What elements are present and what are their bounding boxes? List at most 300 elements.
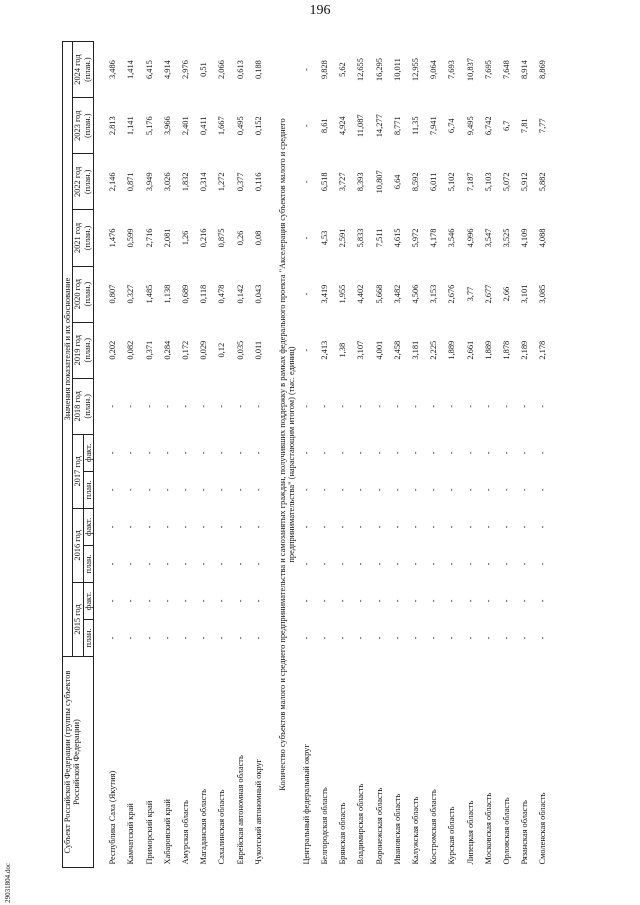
value-cell: 1,889: [483, 340, 493, 360]
region-name: Калужская область: [411, 796, 421, 865]
table-row: [502, 42, 520, 868]
value-cell: 0,371: [144, 340, 154, 360]
value-cell: -: [538, 636, 548, 640]
value-cell: 0,689: [180, 284, 190, 304]
value-cell: 2,458: [392, 340, 402, 360]
value-cell: 9,828: [320, 60, 330, 80]
region-name: Воронежская область: [374, 787, 384, 865]
value-cell: -: [411, 525, 421, 529]
value-cell: 0,116: [253, 172, 263, 192]
value-cell: -: [199, 404, 209, 408]
value-cell: 2,677: [483, 284, 493, 304]
plan-subheader: план.: [83, 545, 93, 582]
value-cell: 0,327: [126, 284, 136, 304]
plan-subheader: план.: [83, 471, 93, 508]
value-cell: -: [338, 562, 348, 566]
value-cell: 8,771: [392, 116, 402, 136]
value-cell: -: [483, 599, 493, 603]
region-name: Орловская область: [501, 797, 511, 865]
value-cell: -: [411, 451, 421, 455]
value-cell: -: [217, 636, 227, 640]
value-cell: 5,176: [144, 116, 154, 136]
value-cell: -: [429, 562, 439, 566]
value-cell: -: [447, 599, 457, 603]
value-cell: 1,485: [144, 284, 154, 304]
value-cell: 3,107: [356, 340, 366, 360]
value-cell: 2,813: [108, 116, 118, 136]
region-name: Амурская область: [180, 800, 190, 865]
table-row: [181, 42, 199, 868]
value-cell: -: [320, 488, 330, 492]
value-cell: 5,102: [447, 172, 457, 192]
value-cell: -: [392, 562, 402, 566]
value-cell: -: [144, 636, 154, 640]
value-cell: -: [199, 488, 209, 492]
value-cell: -: [217, 562, 227, 566]
value-cell: -: [411, 636, 421, 640]
region-name: Магаданская область: [199, 789, 209, 865]
value-cell: -: [429, 599, 439, 603]
region-name: Ивановская область: [392, 793, 402, 865]
region-name: Приморский край: [144, 800, 154, 865]
value-cell: 10,837: [465, 58, 475, 82]
value-cell: 1,832: [180, 172, 190, 192]
value-cell: 0,478: [217, 284, 227, 304]
value-cell: -: [162, 562, 172, 566]
value-cell: 3,153: [429, 284, 439, 304]
value-cell: 0,011: [253, 340, 263, 360]
region-name: Чукотский автономный округ: [253, 758, 263, 865]
table-row: [411, 42, 429, 868]
value-cell: -: [356, 525, 366, 529]
value-cell: 0,377: [235, 172, 245, 192]
value-cell: -: [126, 488, 136, 492]
value-cell: 10,011: [392, 58, 402, 81]
value-cell: 4,178: [429, 228, 439, 248]
value-cell: 3,547: [483, 228, 493, 248]
table-row: [236, 42, 254, 868]
plan-2021-header: 2021 год (план.): [73, 210, 94, 266]
value-cell: 4,109: [520, 228, 530, 248]
value-cell: -: [235, 636, 245, 640]
value-cell: 3,181: [411, 340, 421, 360]
table-header: [63, 42, 94, 868]
value-cell: 0,12: [217, 342, 227, 358]
region-name: Камчатский край: [126, 803, 136, 865]
value-cell: -: [320, 636, 330, 640]
value-cell: 1,138: [162, 284, 172, 304]
value-cell: 7,648: [501, 60, 511, 80]
region-name: Еврейская автономная область: [235, 755, 245, 865]
region-name: Липецкая область: [465, 800, 475, 865]
fact-subheader: факт.: [83, 508, 93, 545]
value-cell: 2,413: [320, 340, 330, 360]
region-name: Курская область: [447, 806, 457, 865]
value-cell: -: [538, 599, 548, 603]
value-cell: 6,64: [392, 174, 402, 190]
table-row: [217, 42, 235, 868]
table-row: [520, 42, 538, 868]
table-row: [375, 42, 393, 868]
value-cell: 3,525: [501, 228, 511, 248]
fact-subheader: факт.: [83, 434, 93, 471]
value-cell: -: [520, 636, 530, 640]
table-row: [254, 42, 272, 868]
value-cell: -: [320, 599, 330, 603]
value-cell: -: [162, 488, 172, 492]
value-cell: -: [301, 636, 311, 640]
value-cell: -: [301, 68, 311, 71]
value-cell: 4,402: [356, 284, 366, 304]
value-cell: -: [465, 636, 475, 640]
value-cell: 0,118: [199, 284, 209, 304]
value-cell: 10,807: [374, 170, 384, 194]
value-cell: 2,225: [429, 340, 439, 360]
value-cell: 0,807: [108, 284, 118, 304]
value-cell: -: [447, 451, 457, 455]
value-cell: 6,415: [144, 60, 154, 80]
value-cell: -: [411, 562, 421, 566]
plan-2023-header: 2023 год (план.): [73, 98, 94, 154]
value-cell: 6,011: [429, 172, 439, 192]
value-cell: -: [501, 451, 511, 455]
value-cell: 2,661: [465, 340, 475, 360]
value-cell: -: [217, 451, 227, 455]
value-cell: -: [465, 562, 475, 566]
value-cell: -: [301, 599, 311, 603]
region-name: Сахалинская область: [217, 789, 227, 865]
value-cell: 9,064: [429, 60, 439, 80]
value-cell: -: [338, 488, 348, 492]
value-cell: 1,955: [338, 284, 348, 304]
value-cell: 7,187: [465, 172, 475, 192]
value-cell: 5,072: [501, 172, 511, 192]
value-cell: 3,966: [162, 116, 172, 136]
value-cell: 2,066: [217, 60, 227, 80]
value-cell: 11,087: [356, 114, 366, 138]
value-cell: 4,001: [374, 340, 384, 360]
value-cell: 3,085: [538, 284, 548, 304]
value-cell: 0,152: [253, 116, 263, 136]
value-cell: 12,655: [356, 58, 366, 82]
value-cell: -: [447, 636, 457, 640]
value-cell: 3,486: [108, 60, 118, 80]
value-cell: -: [126, 562, 136, 566]
value-cell: -: [217, 488, 227, 492]
value-cell: 0,875: [217, 228, 227, 248]
value-cell: 2,976: [180, 60, 190, 80]
value-cell: 0,172: [180, 340, 190, 360]
value-cell: 1,667: [217, 116, 227, 136]
value-cell: 1,141: [126, 116, 136, 136]
value-cell: -: [253, 599, 263, 603]
value-cell: -: [108, 525, 118, 529]
value-cell: 2,189: [520, 340, 530, 360]
value-cell: -: [235, 404, 245, 408]
value-cell: 1,272: [217, 172, 227, 192]
value-cell: -: [483, 404, 493, 408]
value-cell: -: [447, 525, 457, 529]
value-cell: -: [483, 451, 493, 455]
value-cell: 3,77: [465, 286, 475, 302]
value-cell: -: [253, 488, 263, 492]
value-cell: 0,495: [235, 116, 245, 136]
value-cell: -: [483, 525, 493, 529]
value-cell: 7,693: [447, 60, 457, 80]
value-cell: -: [108, 404, 118, 408]
plan-2018-header: 2018 год (план.): [73, 378, 94, 434]
region-name: Республика Саха (Якутия): [108, 770, 118, 865]
value-cell: -: [501, 525, 511, 529]
value-cell: -: [235, 525, 245, 529]
value-cell: -: [356, 636, 366, 640]
value-cell: -: [235, 562, 245, 566]
table-row: [393, 42, 411, 868]
value-cell: -: [217, 599, 227, 603]
value-cell: -: [162, 451, 172, 455]
region-name: Белгородская область: [320, 787, 330, 865]
value-cell: -: [483, 636, 493, 640]
value-cell: 3,482: [392, 284, 402, 304]
value-cell: -: [338, 525, 348, 529]
table-row: [466, 42, 484, 868]
value-cell: -: [180, 562, 190, 566]
values-caption: Значения показателей и их обоснование: [63, 42, 73, 657]
table-row: [199, 42, 217, 868]
value-cell: 2,401: [180, 116, 190, 136]
value-cell: -: [180, 488, 190, 492]
value-cell: -: [374, 599, 384, 603]
value-cell: 5,103: [483, 172, 493, 192]
value-cell: -: [301, 292, 311, 296]
value-cell: 7,511: [374, 228, 384, 248]
value-cell: 2,081: [162, 228, 172, 248]
plan-2024-header: 2024 год (план.): [73, 42, 94, 98]
value-cell: -: [199, 636, 209, 640]
value-cell: -: [108, 636, 118, 640]
region-name: Московская область: [483, 792, 493, 865]
table-row: [429, 42, 447, 868]
value-cell: -: [447, 562, 457, 566]
value-cell: 12,955: [411, 58, 421, 82]
value-cell: -: [217, 525, 227, 529]
value-cell: -: [301, 180, 311, 184]
value-cell: -: [301, 525, 311, 529]
value-cell: 16,295: [374, 58, 384, 82]
region-name: Хабаровский край: [162, 799, 172, 865]
value-cell: 4,088: [538, 228, 548, 248]
value-cell: 2,146: [108, 172, 118, 192]
value-cell: -: [126, 636, 136, 640]
value-cell: -: [520, 404, 530, 408]
value-cell: 3,419: [320, 284, 330, 304]
value-cell: 8,61: [320, 118, 330, 134]
value-cell: -: [126, 525, 136, 529]
value-cell: -: [501, 562, 511, 566]
value-cell: 2,178: [538, 340, 548, 360]
value-cell: 0,142: [235, 284, 245, 304]
value-cell: 2,716: [144, 228, 154, 248]
value-cell: -: [501, 599, 511, 603]
value-cell: -: [144, 451, 154, 455]
value-cell: -: [320, 525, 330, 529]
table-body-bottom: [302, 42, 557, 868]
value-cell: -: [162, 525, 172, 529]
value-cell: 0,51: [199, 62, 209, 77]
plan-subheader: план.: [83, 620, 93, 657]
value-cell: 5,882: [538, 172, 548, 192]
value-cell: 14,277: [374, 114, 384, 138]
value-cell: -: [356, 599, 366, 603]
value-cell: -: [301, 236, 311, 240]
region-name: Костромская область: [429, 789, 439, 865]
value-cell: -: [501, 636, 511, 640]
value-cell: 4,615: [392, 228, 402, 248]
value-cell: 0,08: [253, 230, 263, 246]
year-2016-header: 2016 год: [73, 508, 83, 582]
value-cell: 7,77: [538, 118, 548, 134]
value-cell: 4,53: [320, 230, 330, 246]
value-cell: -: [253, 562, 263, 566]
value-cell: -: [253, 451, 263, 455]
value-cell: -: [126, 404, 136, 408]
value-cell: -: [392, 488, 402, 492]
value-cell: 0,082: [126, 340, 136, 360]
value-cell: -: [126, 451, 136, 455]
value-cell: -: [447, 488, 457, 492]
value-cell: -: [108, 562, 118, 566]
value-cell: 5,62: [338, 62, 348, 77]
value-cell: -: [356, 562, 366, 566]
value-cell: 5,912: [520, 172, 530, 192]
value-cell: 3,546: [447, 228, 457, 248]
value-cell: -: [429, 488, 439, 492]
value-cell: -: [320, 451, 330, 455]
value-cell: -: [520, 451, 530, 455]
value-cell: 0,613: [235, 60, 245, 80]
value-cell: 5,972: [411, 228, 421, 248]
value-cell: 0,314: [199, 172, 209, 192]
value-cell: -: [180, 599, 190, 603]
value-cell: 1,476: [108, 228, 118, 248]
value-cell: -: [520, 599, 530, 603]
value-cell: 0,871: [126, 172, 136, 192]
value-cell: -: [320, 404, 330, 408]
value-cell: -: [429, 636, 439, 640]
value-cell: -: [392, 525, 402, 529]
value-cell: -: [301, 562, 311, 566]
value-cell: -: [520, 562, 530, 566]
value-cell: 8,393: [356, 172, 366, 192]
value-cell: -: [108, 451, 118, 455]
value-cell: -: [538, 451, 548, 455]
value-cell: 7,695: [483, 60, 493, 80]
value-cell: -: [501, 404, 511, 408]
value-cell: -: [199, 451, 209, 455]
value-cell: -: [144, 562, 154, 566]
subject-header: Субъект Российской Федерации (группы субъектов Российской Федерации): [63, 657, 94, 868]
value-cell: 4,914: [162, 60, 172, 80]
value-cell: -: [108, 599, 118, 603]
value-cell: -: [338, 636, 348, 640]
value-cell: 9,495: [465, 116, 475, 136]
value-cell: -: [144, 488, 154, 492]
value-cell: -: [374, 451, 384, 455]
value-cell: 8,914: [520, 60, 530, 80]
value-cell: -: [320, 562, 330, 566]
value-cell: 0,188: [253, 60, 263, 80]
value-cell: -: [411, 488, 421, 492]
value-cell: 3,727: [338, 172, 348, 192]
value-cell: -: [301, 451, 311, 455]
value-cell: -: [301, 348, 311, 352]
value-cell: -: [392, 636, 402, 640]
value-cell: -: [411, 599, 421, 603]
value-cell: 8,869: [538, 60, 548, 80]
value-cell: -: [465, 599, 475, 603]
value-cell: -: [465, 525, 475, 529]
value-cell: 7,941: [429, 116, 439, 136]
value-cell: -: [180, 451, 190, 455]
value-cell: -: [253, 525, 263, 529]
table-body-top: [94, 42, 272, 868]
table-row: [302, 42, 320, 868]
value-cell: -: [374, 488, 384, 492]
value-cell: 6,518: [320, 172, 330, 192]
table-row: [338, 42, 356, 868]
value-cell: -: [217, 404, 227, 408]
value-cell: 4,506: [411, 284, 421, 304]
value-cell: -: [411, 404, 421, 408]
fact-subheader: факт.: [83, 582, 93, 619]
footer-filename: 29031804.doc: [4, 863, 12, 903]
table-row: [320, 42, 338, 868]
table-row: [447, 42, 465, 868]
section-title: Количество субъектов малого и среднего предпринимательства и самозанятых граждан, получивших поддержку в рамках федерального проекта "Акселерация субъектов малого и среднего предпринимательства" (нарастающим итогом) (тыс. единиц): [277, 118, 296, 791]
value-cell: -: [538, 404, 548, 408]
value-cell: 1,26: [180, 230, 190, 246]
value-cell: -: [374, 404, 384, 408]
value-cell: 2,66: [501, 286, 511, 302]
rotated-page: [0, 30, 640, 880]
table-row: [126, 42, 144, 868]
indicators-table: [62, 41, 557, 868]
plan-2022-header: 2022 год (план.): [73, 154, 94, 210]
value-cell: -: [501, 488, 511, 492]
value-cell: 3,101: [520, 284, 530, 304]
table-row: [356, 42, 374, 868]
section-block: [272, 42, 302, 868]
table-row: [163, 42, 181, 868]
value-cell: 6,7: [501, 120, 511, 131]
value-cell: 4,996: [465, 228, 475, 248]
value-cell: 0,216: [199, 228, 209, 248]
value-cell: 0,202: [108, 340, 118, 360]
value-cell: -: [538, 488, 548, 492]
value-cell: -: [483, 488, 493, 492]
value-cell: 3,949: [144, 172, 154, 192]
value-cell: -: [520, 525, 530, 529]
value-cell: 0,029: [199, 340, 209, 360]
value-cell: -: [429, 525, 439, 529]
value-cell: -: [338, 451, 348, 455]
value-cell: -: [483, 562, 493, 566]
value-cell: -: [301, 488, 311, 492]
plan-2019-header: 2019 год (план.): [73, 322, 94, 378]
table-row: [108, 42, 126, 868]
region-name: Владимирская область: [356, 783, 366, 865]
value-cell: -: [144, 525, 154, 529]
